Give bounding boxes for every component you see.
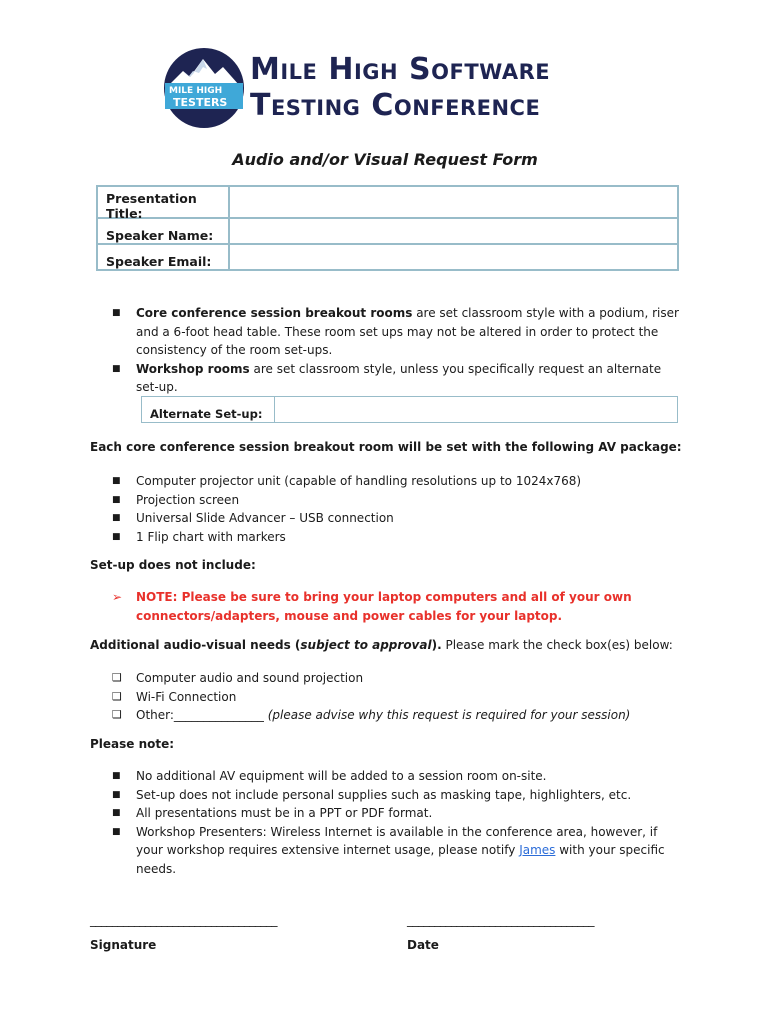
conference-title-line1: Mile High Software bbox=[250, 52, 551, 87]
alternate-setup-field[interactable] bbox=[275, 397, 677, 422]
please-note-list bbox=[90, 767, 684, 878]
laptop-note: ➢ NOTE: Please be sure to bring your laptop computers and all of your own connectors/adapters, mouse and power cables for your laptop. bbox=[112, 590, 632, 623]
checkbox-option-wifi[interactable]: ❑ Wi-Fi Connection bbox=[90, 688, 690, 707]
logo-text-top: MILE HIGH bbox=[169, 86, 223, 96]
alternate-setup-label: Alternate Set-up: bbox=[142, 397, 275, 422]
presentation-title-label: Presentation Title: bbox=[97, 186, 229, 218]
av-package-list bbox=[90, 472, 690, 546]
checkbox-option-other[interactable]: ❑ Other:_______________ (please advise why this request is required for your session) bbox=[90, 706, 690, 725]
checkbox-icon[interactable]: ❑ bbox=[112, 671, 122, 684]
speaker-email-field[interactable] bbox=[229, 244, 678, 270]
list-item: ■ Universal Slide Advancer – USB connection bbox=[90, 509, 690, 528]
list-item: ■ Workshop Presenters: Wireless Internet is available in the conference area, however, if your workshop requires extensive internet usage, please notify James with your specific needs. bbox=[112, 824, 665, 876]
speaker-name-label: Speaker Name: bbox=[97, 218, 229, 244]
bullet-icon: ■ bbox=[112, 826, 121, 837]
bullet-icon: ■ bbox=[112, 789, 121, 800]
not-included-heading: Set-up does not include: bbox=[90, 558, 256, 572]
list-item: ■ Set-up does not include personal supplies such as masking tape, highlighters, etc. bbox=[90, 786, 684, 805]
date-line[interactable]: __________________________________ bbox=[407, 913, 594, 927]
bullet-icon: ■ bbox=[112, 808, 121, 818]
list-item: ■ Core conference session breakout rooms are set classroom style with a podium, riser and a 6-foot head table. These room set ups may not be altered in order to protect the consistency of the room set-ups. bbox=[112, 306, 679, 357]
speaker-name-field[interactable] bbox=[229, 218, 678, 244]
list-item: ■ Computer projector unit (capable of handling resolutions up to 1024x768) bbox=[90, 472, 690, 491]
list-item: ■ Projection screen bbox=[90, 491, 690, 510]
bullet-icon: ■ bbox=[112, 513, 121, 523]
bullet-icon: ■ bbox=[112, 476, 121, 486]
presentation-title-field[interactable] bbox=[229, 186, 678, 218]
bullet-icon: ■ bbox=[112, 494, 121, 505]
checkbox-icon[interactable]: ❑ bbox=[112, 708, 122, 721]
table-row bbox=[97, 186, 678, 218]
table-row bbox=[97, 244, 678, 270]
av-package-heading: Each core conference session breakout room will be set with the following AV package: bbox=[90, 440, 682, 454]
room-setup-list bbox=[90, 304, 684, 397]
additional-av-heading: Additional audio-visual needs (subject to approval). Please mark the check box(es) below: bbox=[90, 638, 673, 652]
arrow-icon: ➢ bbox=[112, 590, 123, 604]
bullet-icon: ■ bbox=[112, 531, 121, 542]
checkbox-option-audio[interactable]: ❑ Computer audio and sound projection bbox=[90, 669, 690, 688]
form-title: Audio and/or Visual Request Form bbox=[232, 150, 538, 169]
contact-james-link[interactable]: James bbox=[519, 843, 556, 857]
list-item: ■ Workshop rooms are set classroom style, unless you specifically request an alternate set-up. bbox=[112, 361, 662, 394]
conference-title-line2: Testing Conference bbox=[250, 88, 541, 123]
date-label: Date bbox=[407, 938, 439, 952]
bullet-icon: ■ bbox=[112, 363, 121, 374]
alternate-setup-box bbox=[141, 396, 678, 423]
please-note-heading: Please note: bbox=[90, 737, 175, 751]
table-row bbox=[97, 218, 678, 244]
list-item: ■ No additional AV equipment will be added to a session room on-site. bbox=[90, 767, 684, 786]
speaker-info-table bbox=[96, 185, 679, 271]
speaker-email-label: Speaker Email: bbox=[97, 244, 229, 270]
additional-av-options bbox=[90, 669, 690, 725]
conference-logo bbox=[163, 47, 245, 129]
signature-line[interactable]: __________________________________ bbox=[90, 913, 277, 927]
checkbox-icon[interactable]: ❑ bbox=[112, 689, 122, 703]
list-item: ■ All presentations must be in a PPT or PDF format. bbox=[90, 804, 684, 823]
signature-label: Signature bbox=[90, 938, 157, 952]
logo-text-bottom: TESTERS bbox=[173, 96, 228, 109]
bullet-icon: ■ bbox=[112, 308, 121, 318]
bullet-icon: ■ bbox=[112, 771, 121, 781]
list-item: ■ 1 Flip chart with markers bbox=[90, 528, 690, 547]
